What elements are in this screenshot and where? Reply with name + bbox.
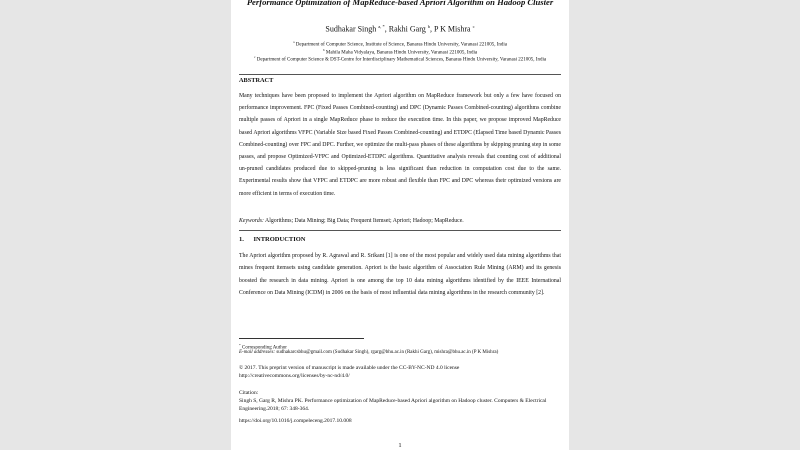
citation-text: Singh S, Garg R, Mishra PK. Performance optimization of MapReduce-based Apriori algorithm on Hadoop cluster. Computers & Electrical Engineering.2018; 67: 348-364.	[239, 398, 547, 413]
page-number: 1	[398, 442, 402, 449]
email-label: E-mail addresses:	[239, 350, 276, 355]
author-name: P K Mishra	[434, 24, 471, 34]
author-list: Sudhakar Singh $^{a, *}$, Rakhi Garg $^b$, P K Mishra $^c$	[325, 24, 475, 34]
abstract-text: Many techniques have been proposed to implement the Apriori algorithm on MapReduce framework but only a few have focused on performance improvement. FPC (Fixed Passes Combined-counting) and DPC (Dynamic Passes Combined-counting) algorithms combine multiple passes of Apriori in a single MapReduce phase to reduce the execution time. In this paper, we propose improved MapReduce based Apriori algorithms VFPC (Variable Size based Fixed Passes Combined-counting) and ETDPC (Elapsed Time based Dynamic Passes Combined-counting) over FPC and DPC. Further, we optimize the multi-pass phases of these algorithms by skipping pruning step in some passes, and propose Optimized-VFPC and Optimized-ETDPC algorithms. Quantitative analysis reveals that counting cost of additional un-pruned candidates produced due to skipped-pruning is less significant than reduction in computation cost due to the same. Experimental results show that VFPC and ETDPC are more robust and flexible than FPC and DPC whereas their optimized versions are more efficient in terms of execution time.	[239, 93, 561, 197]
affiliation-mark: b	[322, 47, 325, 52]
author-name: Sudhakar Singh	[325, 24, 377, 34]
author-affiliation-mark: c	[472, 24, 475, 29]
paper-page	[231, 0, 569, 450]
affiliation	[249, 54, 551, 64]
citation-label: Citation:	[239, 390, 259, 396]
affiliation-text: Department of Computer Science, Institute of Science, Banaras Hindu University, Varanasi 221005, India	[295, 42, 507, 48]
keywords-text: Algorithms; Data Mining; Big Data; Frequent Itemset; Apriori; Hadoop; MapReduce.	[265, 218, 464, 224]
abstract-heading: ABSTRACT	[239, 77, 274, 84]
license-url[interactable]: http://creativecommons.org/licenses/by-nc-nd/4.0/	[239, 373, 350, 380]
email-list: sudhakarcsbhu@gmail.com (Sudhakar Singh), rgarg@bhu.ac.in (Rakhi Garg), mishra@bhu.ac.in (P K Mishra)	[276, 350, 499, 355]
footnote-rule	[239, 338, 364, 339]
introduction-text: The Apriori algorithm proposed by R. Agrawal and R. Srikant [1] is one of the most popular and widely used data mining algorithms that mines frequent itemsets using candidate generation. Apriori is the basic algorithm of Association Rule Mining (ARM) and its genesis boosted the research in data mining. Apriori is one among the top 10 data mining algorithms identified by the IEEE International Conference on Data Mining (ICDM) in 2006 on the basis of most influential data mining algorithms in the research community [2].	[239, 253, 561, 297]
affiliation-mark: a	[292, 40, 295, 44]
author-affiliation-mark: a, *	[378, 24, 385, 29]
abstract-top-rule	[239, 74, 561, 75]
footnote-mark: *	[239, 343, 241, 347]
affiliation-text: Department of Computer Science & DST-Centre for Interdisciplinary Mathematical Sciences, Banaras Hindu University, Varanasi 221005, India	[256, 57, 547, 63]
author-affiliation-mark: b	[427, 24, 430, 29]
abstract-bottom-rule	[239, 230, 561, 231]
affiliation-mark: c	[253, 55, 256, 60]
email-addresses	[239, 349, 561, 357]
section-title: INTRODUCTION	[253, 236, 306, 243]
doi-link[interactable]: https://doi.org/10.1016/j.compeleceng.2017.10.008	[239, 418, 352, 425]
keywords-label: Keywords:	[239, 218, 264, 224]
section-number: 1.	[239, 236, 244, 243]
keywords-line	[239, 218, 561, 224]
citation-block	[239, 389, 561, 425]
license-notice	[239, 364, 561, 380]
license-line: © 2017. This preprint version of manuscript is made available under the CC-BY-NC-ND 4.0 license	[239, 365, 460, 371]
author-name: Rakhi Garg	[388, 24, 426, 34]
paper-title: Performance Optimization of MapReduce-based Apriori Algorithm on Hadoop Cluster	[246, 0, 554, 7]
section-heading	[239, 236, 306, 243]
footnote-text: Corresponding Author	[242, 345, 287, 351]
affiliation-text: Mahila Maha Vidyalaya, Banaras Hindu University, Varanasi 221005, India	[325, 50, 478, 56]
